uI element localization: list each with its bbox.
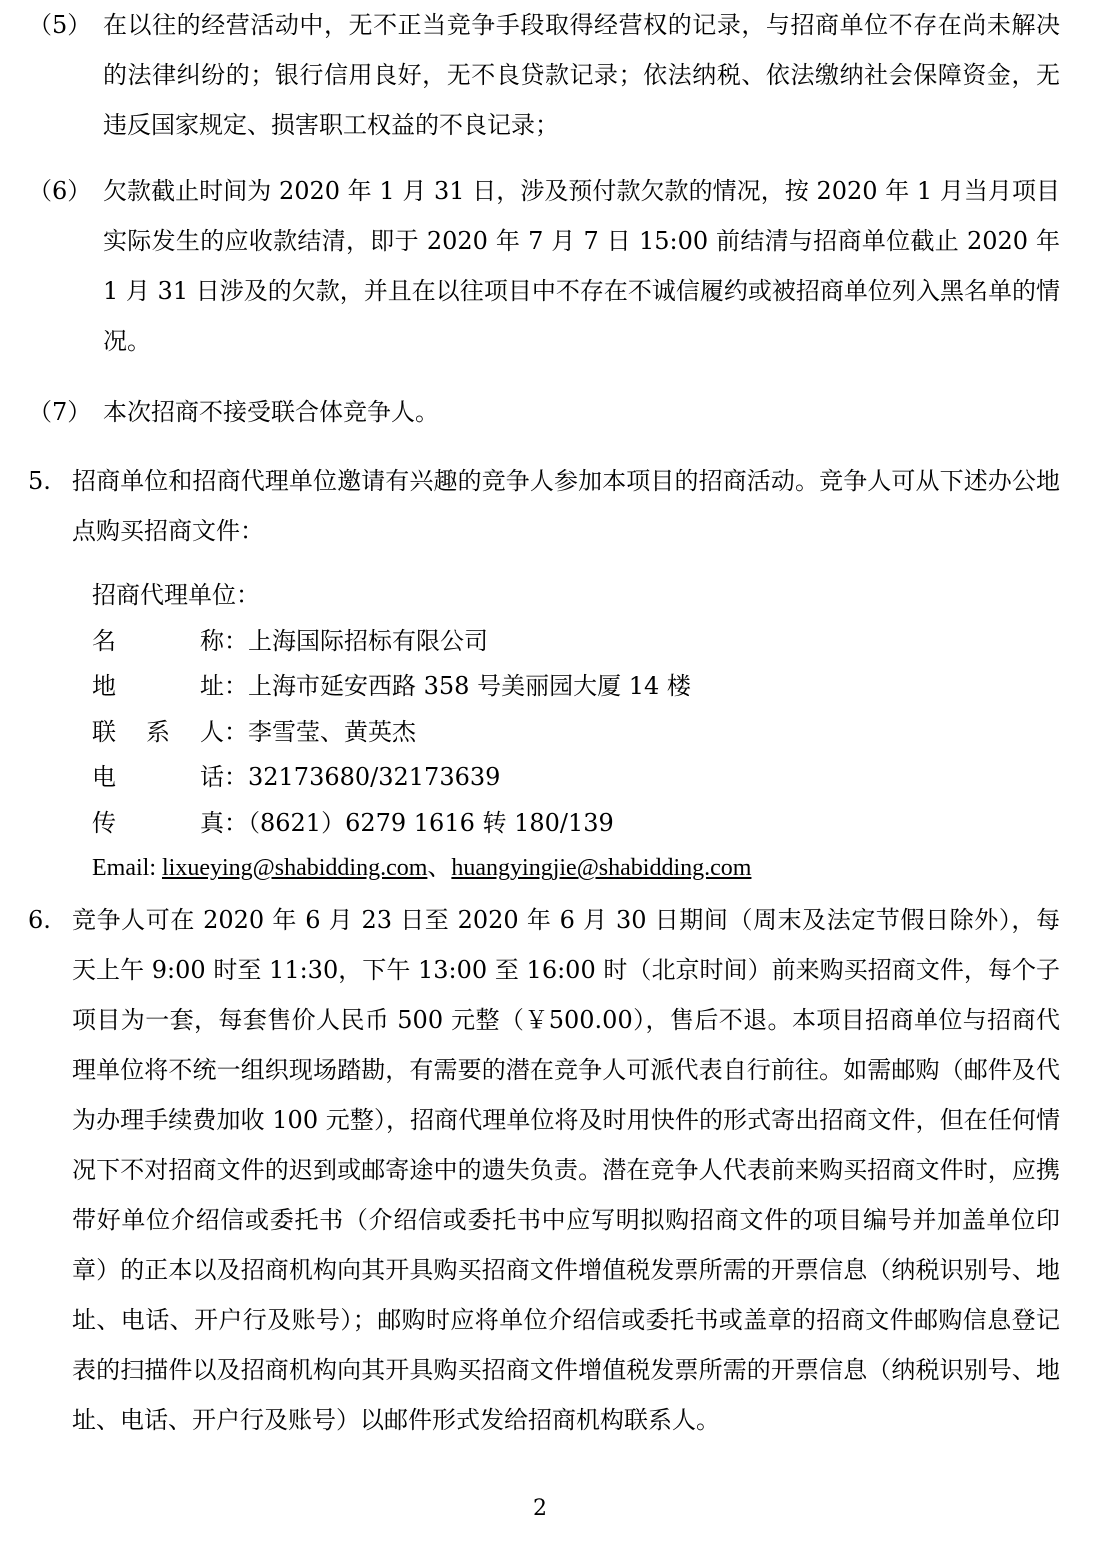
clause-7 [28, 387, 1060, 437]
email-link-1[interactable]: lixueying@shabidding.com [161, 855, 428, 881]
clause-6 [28, 166, 1060, 366]
email-link-2[interactable]: huangyingjie@shabidding.com [451, 855, 752, 881]
agency-contact-block [92, 573, 992, 892]
agency-phone-row [92, 755, 992, 801]
row-key: 地址 [92, 672, 224, 700]
agency-heading: 招商代理单位： [92, 581, 260, 609]
clause-label: （7） [28, 398, 92, 426]
section-number: 5. [28, 467, 51, 495]
row-value: ：李雪莹、黄英杰 [224, 717, 416, 746]
clause-label: （5） [28, 11, 92, 39]
row-key: 电话 [92, 763, 224, 791]
row-value: ：（8621）6279 1616 转 180/139 [224, 808, 614, 837]
row-key: 传真 [92, 808, 224, 837]
section-text: 竞争人可在 2020 年 6 月 23 日至 2020 年 6 月 30 日期间（周末及法定节假日除外），每天上午 9:00 时至 11:30，下午 13:00 至 16:00 时（北京时间）前来购买招商文件，每个子项目为一套，每套售价人民币 500 元整（￥500.00），售后不退。本项目招商单位与招商代理单位将不统一组织现场踏勘，有需要的潜在竞争人可派代表自行前往。如需邮购（邮件及代为办理手续费加收 100 元整），招商代理单位将及时用快件的形式寄出招商文件，但在任何情况下不对招商文件的迟到或邮寄途中的遗失负责。潜在竞争人代表前来购买招商文件时，应携带好单位介绍信或委托书（介绍信或委托书中应写明拟购招商文件的项目编号并加盖单位印章）的正本以及招商机构向其开具购买招商文件增值税发票所需的开票信息（纳税识别号、地址、电话、开户行及账号）；邮购时应将单位介绍信或委托书或盖章的招商文件邮购信息登记表的扫描件以及招商机构向其开具购买招商文件增值税发票所需的开票信息（纳税识别号、地址、电话、开户行及账号）以邮件形式发给招商机构联系人。 [72, 906, 1060, 1434]
section-5 [28, 456, 1060, 556]
section-6 [28, 895, 1060, 1445]
section-number: 6. [28, 906, 51, 934]
email-label: Email: [92, 855, 162, 881]
row-value: ：32173680/32173639 [224, 763, 501, 791]
row-key: 名称 [92, 626, 224, 655]
agency-name-row [92, 619, 992, 665]
row-value: ：上海国际招标有限公司 [224, 626, 488, 655]
clause-text: 欠款截止时间为 2020 年 1 月 31 日，涉及预付款欠款的情况，按 2020 年 1 月当月项目实际发生的应收款结清，即于 2020 年 7 月 7 日 15:00 前结清与招商单位截止 2020 年 1 月 31 日涉及的欠款，并且在以往项目中不存在不诚信履约或被招商单位列入黑名单的情况。 [103, 177, 1060, 355]
clause-label: （6） [28, 177, 92, 205]
section-text: 招商单位和招商代理单位邀请有兴趣的竞争人参加本项目的招商活动。竞争人可从下述办公地点购买招商文件： [72, 467, 1060, 545]
agency-email-row [92, 846, 992, 892]
clause-text: 在以往的经营活动中，无不正当竞争手段取得经营权的记录，与招商单位不存在尚未解决的法律纠纷的；银行信用良好，无不良贷款记录；依法纳税、依法缴纳社会保障资金，无违反国家规定、损害职工权益的不良记录； [103, 11, 1060, 139]
clause-5 [28, 0, 1060, 150]
clause-text: 本次招商不接受联合体竞争人。 [103, 398, 439, 426]
agency-fax-row [92, 801, 992, 847]
agency-contact-person-row [92, 710, 992, 756]
email-separator: 、 [427, 855, 452, 881]
agency-address-row [92, 664, 992, 710]
row-value: ：上海市延安西路 358 号美丽园大厦 14 楼 [224, 672, 691, 700]
row-key: 联系人 [92, 717, 224, 746]
page-number: 2 [533, 1496, 547, 1521]
